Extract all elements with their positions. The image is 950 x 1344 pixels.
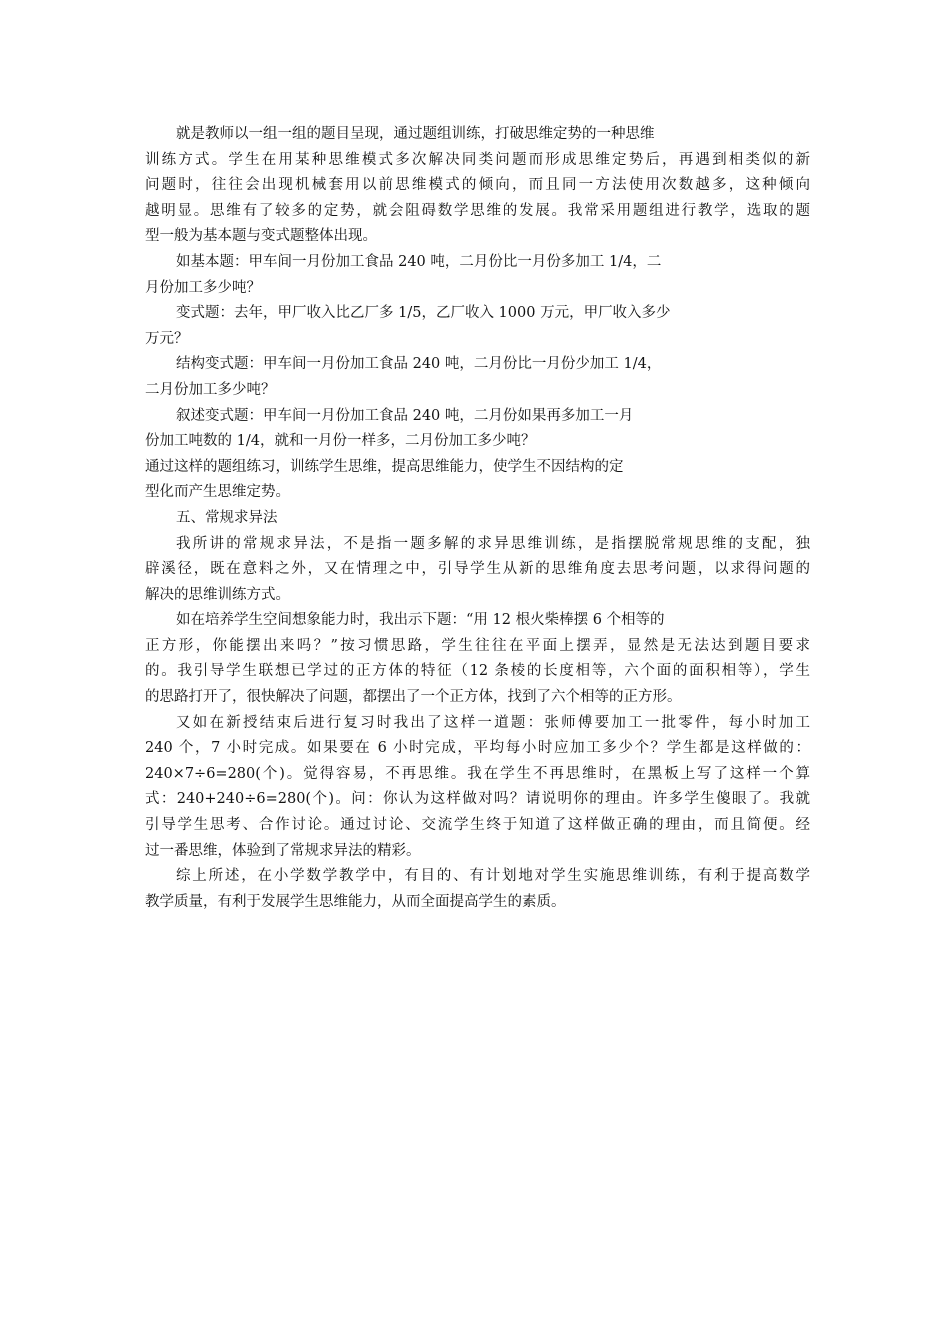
text-line: 型一般为基本题与变式题整体出现。 xyxy=(145,228,377,245)
text-line: 240×7÷6=280(个)。觉得容易，不再思维。我在学生不再思维时，在黑板上写了这样一个算 xyxy=(145,765,810,782)
text-line: 正方形，你能摆出来吗？”按习惯思路，学生往往在平面上摆弄，显然是无法达到题目要求 xyxy=(145,637,810,654)
text-line: 训练方式。学生在用某种思维模式多次解决同类问题而形成思维定势后，再遇到相类似的新 xyxy=(145,151,810,168)
text-line: 越明显。思维有了较多的定势，就会阻碍数学思维的发展。我常采用题组进行教学，选取的题 xyxy=(145,202,810,219)
text-line: 通过这样的题组练习，训练学生思维，提高思维能力，使学生不因结构的定 xyxy=(145,458,624,475)
text-line: 教学质量，有利于发展学生思维能力，从而全面提高学生的素质。 xyxy=(145,893,566,910)
text-line: 就是教师以一组一组的题目呈现，通过题组训练，打破思维定势的一种思维 xyxy=(176,126,655,142)
text-line: 的。我引导学生联想已学过的正方体的特征（12 条棱的长度相等，六个面的面积相等），学生 xyxy=(145,663,810,680)
text-line: 综上所述，在小学数学教学中，有目的、有计划地对学生实施思维训练，有利于提高数学 xyxy=(176,868,810,885)
text-line: 如基本题：甲车间一月份加工食品 240 吨，二月份比一月份多加工 1/4，二 xyxy=(176,253,662,270)
text-line: 份加工吨数的 1/4，就和一月份一样多，二月份加工多少吨？ xyxy=(145,433,536,450)
text-line: 解决的思维训练方式。 xyxy=(145,586,290,603)
text-line: 240 个，7 小时完成。如果要在 6 小时完成，平均每小时应加工多少个？学生都是这样做的： xyxy=(145,740,810,757)
text-line: 问题时，往往会出现机械套用以前思维模式的倾向，而且同一方法使用次数越多，这种倾向 xyxy=(145,177,810,194)
text-line: 月份加工多少吨？ xyxy=(145,279,261,296)
text-line: 的思路打开了，很快解决了问题，都摆出了一个正方体，找到了六个相等的正方形。 xyxy=(145,689,682,706)
text-line: 叙述变式题：甲车间一月份加工食品 240 吨，二月份如果再多加工一月 xyxy=(176,407,634,424)
text-line: 变式题：去年，甲厂收入比乙厂多 1/5，乙厂收入 1000 万元，甲厂收入多少 xyxy=(176,305,671,322)
text-line: 万元？ xyxy=(145,330,189,347)
document-body xyxy=(145,122,810,915)
text-line: 五、常规求异法 xyxy=(176,509,278,526)
text-line: 辟溪径，既在意料之外，又在情理之中，引导学生从新的思维角度去思考问题，以求得问题的 xyxy=(145,561,810,578)
text-line: 引导学生思考、合作讨论。通过讨论、交流学生终于知道了这样做正确的理由，而且简便。经 xyxy=(145,817,810,834)
text-line: 过一番思维，体验到了常规求异法的精彩。 xyxy=(145,842,421,859)
text-line: 我所讲的常规求异法，不是指一题多解的求异思维训练，是指摆脱常规思维的支配，独 xyxy=(176,535,810,552)
text-line: 结构变式题：甲车间一月份加工食品 240 吨，二月份比一月份少加工 1/4， xyxy=(176,356,662,373)
text-line: 如在培养学生空间想象能力时，我出示下题：“用 12 根火柴棒摆 6 个相等的 xyxy=(176,612,665,629)
text-line: 型化而产生思维定势。 xyxy=(145,484,290,501)
text-line: 二月份加工多少吨？ xyxy=(145,381,276,398)
text-line: 又如在新授结束后进行复习时我出了这样一道题：张师傅要加工一批零件，每小时加工 xyxy=(176,714,810,731)
text-line: 式：240+240÷6=280(个)。问：你认为这样做对吗？请说明你的理由。许多学生傻眼了。我就 xyxy=(145,791,810,808)
